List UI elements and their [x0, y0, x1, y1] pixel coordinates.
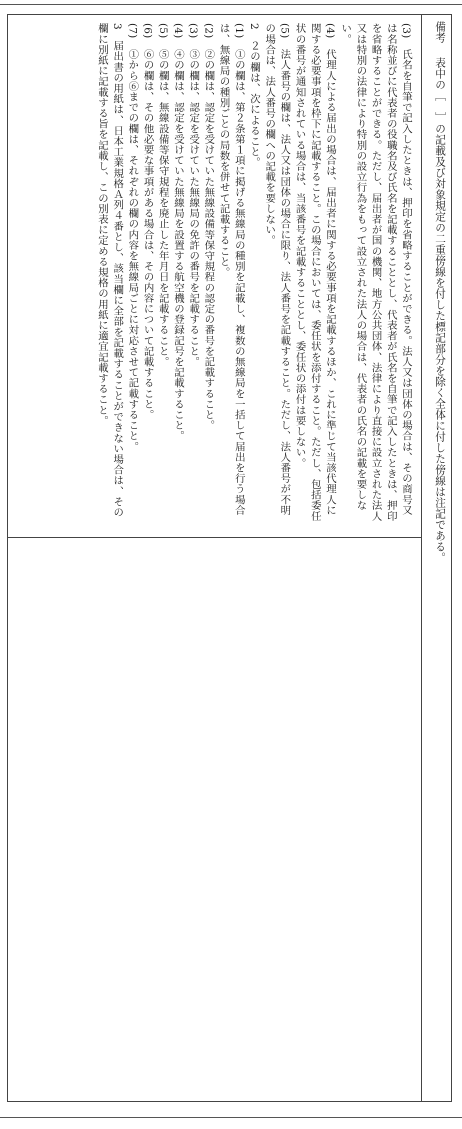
item-text: ⑥の欄は、その他必要な事項がある場合は、その内容について記載すること。 — [141, 48, 154, 420]
bottom-rule — [0, 1117, 462, 1118]
item-text: 氏名を自筆で記入したときは、押印を省略することができる。法人又は団体の場合は、その商号又は名称並びに代表者の役職名及び氏名を記載することとし、代表者が氏名を自筆で記入したときは、押印を省略することができる。ただし、届出者が国の機関、地方公共団体、法律により直接に設立された法人又は特別の法律により特別の設立行為をもって設立された法人の場合は、代表者の氏名の記載を要しない。 — [339, 23, 412, 522]
item-number: (3) — [187, 23, 200, 39]
paragraph-2-2 — [200, 23, 215, 523]
item-number: (6) — [141, 23, 154, 39]
paragraph-3 — [337, 23, 413, 523]
item-text: ①から⑥までの欄は、それぞれの欄の内容を無線局ごとに対応させて記載すること。 — [126, 48, 139, 452]
item-number: (1) — [232, 23, 245, 39]
item-number: (7) — [126, 23, 139, 39]
remarks-frame — [7, 14, 452, 1102]
paragraph-2-3 — [185, 23, 200, 523]
item-number: (5) — [156, 23, 169, 39]
item-text: ⑤の欄は、無線設備等保守規程を廃止した年月日を記載すること。 — [156, 48, 169, 367]
remarks-label: 備考 — [434, 21, 446, 43]
paragraph-2-5 — [155, 23, 170, 523]
item-text: 代理人による届出の場合は、届出者に関する必要事項を記載するほか、これに準じて当該代理人に関する必要事項を枠下に記載すること。この場合においては、委任状を添付すること。ただし、包括委任状の番号が通知されている場合は、当該番号を記載することとし、委任状の添付は要しない。 — [293, 23, 336, 522]
top-rule — [0, 4, 462, 5]
item-text: ①の欄は、第２条第１項に掲げる無線局の種別を記載し、複数の無線局を一括して届出を行う場合は、無線局の種別ごとの局数を併せて記載すること。 — [217, 23, 245, 516]
item-text: ③の欄は、認定を受けていた無線局の免許の番号を記載すること。 — [187, 48, 200, 367]
item-text: 届出書の用紙は、日本工業規格Ａ列４番とし、該当欄に全部を記載することができない場合は、その欄に別紙に記載する旨を記載し、この別表に定める規格の用紙に適宜記載すること。 — [95, 23, 124, 518]
paragraph-5 — [261, 23, 291, 523]
remarks-header — [419, 21, 447, 1091]
item-number: (3) — [400, 23, 412, 39]
paragraph-2-4 — [170, 23, 185, 523]
item-text: ②の欄は、認定を受けていた無線設備等保守規程の認定の番号を記載すること。 — [202, 48, 215, 431]
item-text: 法人番号の欄は、法人又は団体の場合に限り、法人番号を記載すること。ただし、法人番号が不明の場合は、法人番号の欄への記載を要しない。 — [263, 23, 291, 516]
section-3 — [94, 23, 124, 523]
paragraph-4 — [291, 23, 337, 523]
item-number: (5) — [278, 23, 291, 39]
paragraph-2-1 — [215, 23, 245, 523]
paragraph-2-7 — [124, 23, 139, 523]
section-divider — [8, 537, 421, 538]
paragraph-2-6 — [139, 23, 154, 523]
item-number: (4) — [323, 23, 336, 39]
remarks-note: 表中の［ ］の記載及び対象規定の二重傍線を付した標記部分を除く全体に付した傍線は注記である。 — [434, 57, 446, 563]
item-number: (4) — [171, 23, 184, 39]
item-number: 2 — [247, 23, 260, 30]
remarks-body — [33, 23, 413, 523]
item-text: ④の欄は、認定を受けていた無線局を設置する航空機の登録記号を記載すること。 — [171, 48, 184, 442]
item-text: ２の欄は、次によること。 — [247, 40, 260, 168]
item-number: 3 — [111, 23, 124, 30]
section-2 — [246, 23, 261, 523]
item-number: (2) — [202, 23, 215, 39]
